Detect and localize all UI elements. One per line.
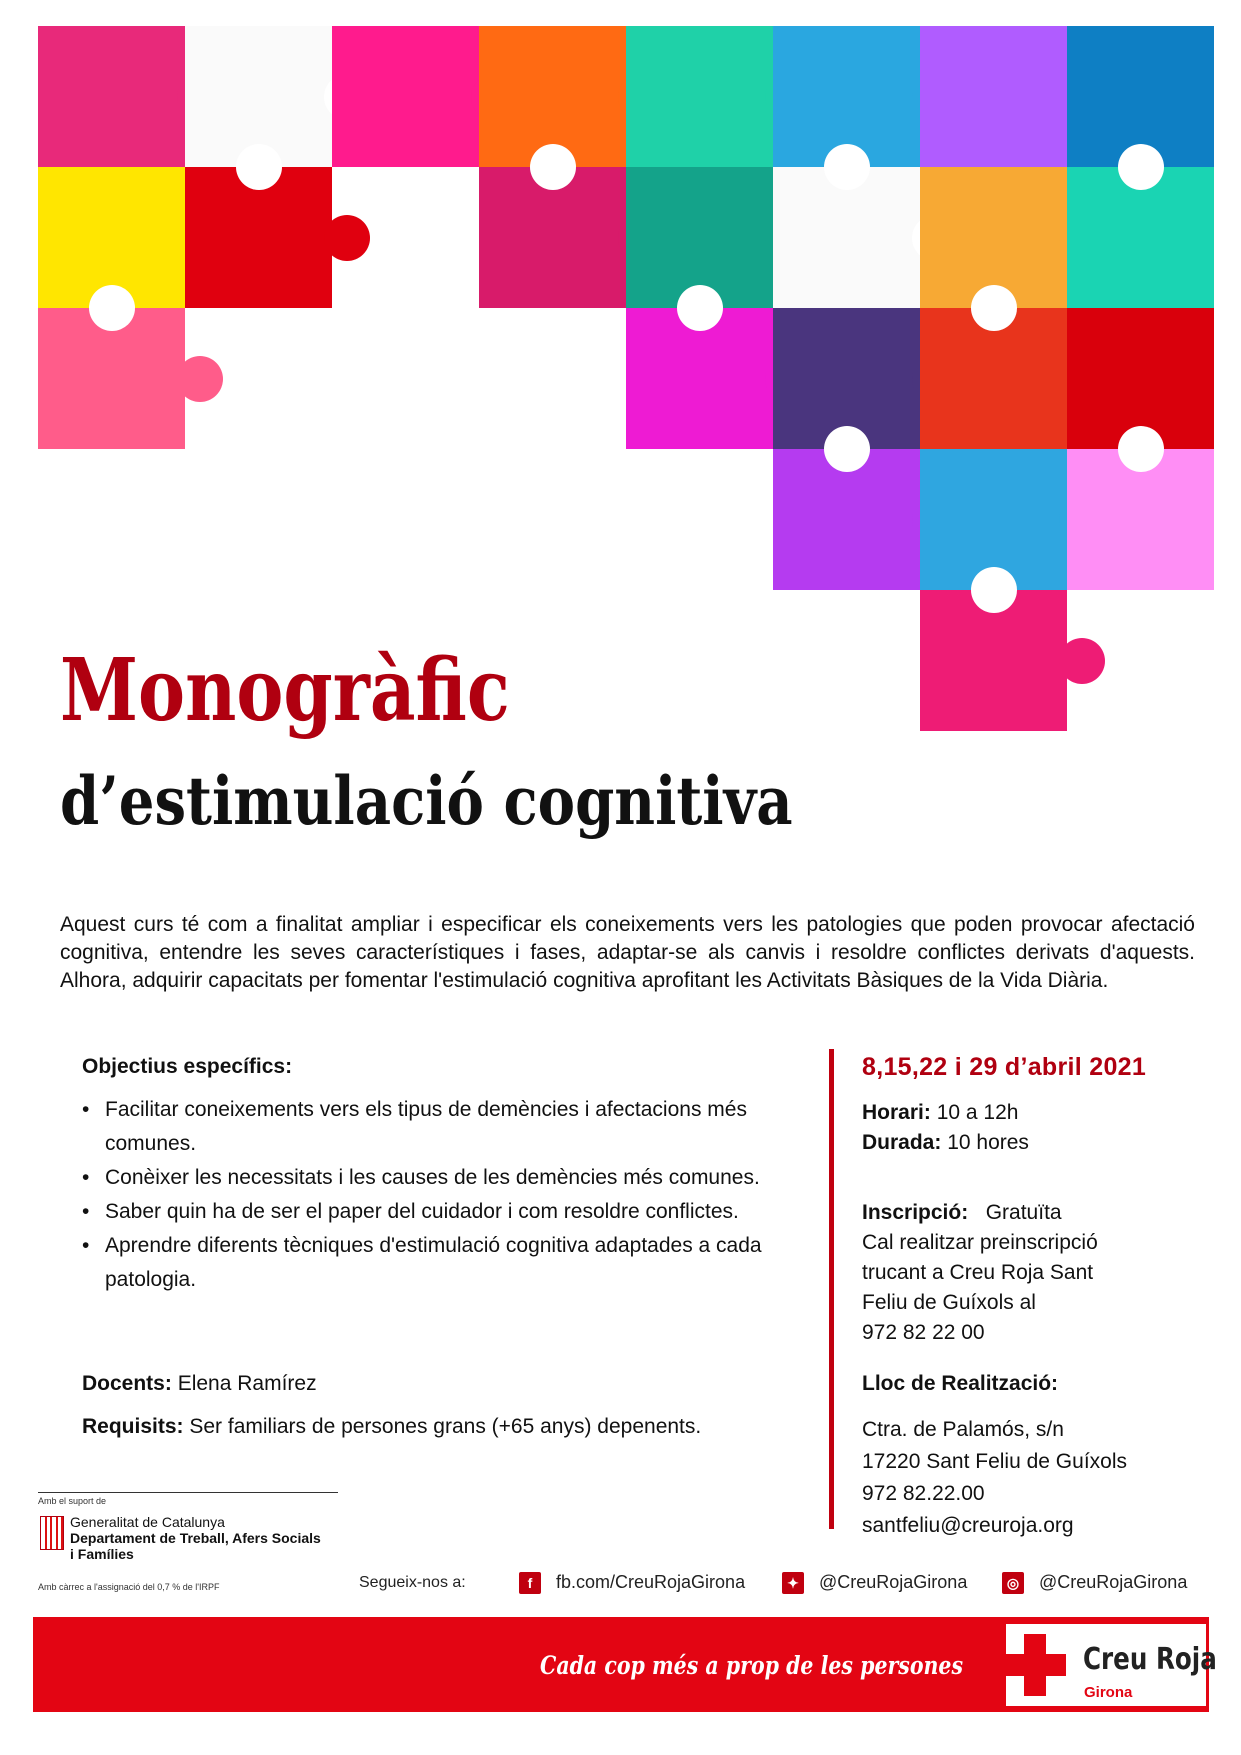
inscripcio-text: trucant a Creu Roja Sant [862, 1261, 1094, 1284]
sponsor-irpf-text: Amb càrrec a l'assignació del 0,7 % de l'IRPF [38, 1582, 220, 1592]
docents-value: Elena Ramírez [177, 1372, 317, 1395]
lloc-heading: Lloc de Realització: [862, 1372, 1059, 1395]
docents-line [82, 1372, 317, 1396]
puzzle-piece [38, 26, 185, 167]
divider-bar [829, 1049, 834, 1529]
puzzle-knob [1118, 426, 1164, 472]
list-item: • Aprendre diferents tècniques d'estimulació cognitiva adaptades a cada patologia. [82, 1229, 802, 1297]
puzzle-piece [920, 26, 1067, 167]
puzzle-banner-image [38, 26, 1209, 726]
requisits-line [82, 1415, 701, 1439]
inscripcio-phone: 972 82 22 00 [862, 1321, 985, 1344]
sponsor-gov: Generalitat de Catalunya [70, 1514, 225, 1530]
brand-city: Girona [1084, 1684, 1133, 1701]
puzzle-knob [1059, 638, 1105, 684]
red-cross-icon-bar [1004, 1654, 1066, 1676]
follow-label: Segueix-nos a: [359, 1574, 466, 1591]
puzzle-piece [332, 26, 479, 167]
inscripcio-text: Feliu de Guíxols al [862, 1291, 1036, 1314]
lloc-address: Ctra. de Palamós, s/n [862, 1418, 1064, 1441]
course-dates: 8,15,22 i 29 d’abril 2021 [862, 1053, 1147, 1081]
inscripcio-label: Inscripció: [862, 1201, 969, 1224]
horari-line [862, 1098, 1018, 1128]
list-item: • Conèixer les necessitats i les causes de les demències més comunes. [82, 1161, 802, 1195]
requisits-label: Requisits: [82, 1415, 184, 1438]
puzzle-knob [824, 144, 870, 190]
docents-label: Docents: [82, 1372, 172, 1395]
intro-paragraph: Aquest curs té com a finalitat ampliar i especificar els coneixements vers les patologies que poden provocar afectació cognitiva, entendre les seves característiques i fases, adaptar-se als canvis i resoldre conflictes derivats d'aquests. Alhora, adquirir capacitats per fomentar l'estimulació cognitiva aprofitant les Activitats Bàsiques de la Vida Diària. [60, 913, 1195, 992]
horari-value: 10 a 12h [936, 1101, 1019, 1124]
facebook-icon[interactable]: f [519, 1572, 541, 1594]
horari-label: Horari: [862, 1101, 931, 1124]
puzzle-knob [1118, 144, 1164, 190]
generalitat-logo-icon [40, 1516, 64, 1550]
lloc-details [862, 1414, 1127, 1542]
list-item: • Facilitar coneixements vers els tipus de demències i afectacions més comunes. [82, 1093, 802, 1161]
instagram-link[interactable]: @CreuRojaGirona [1039, 1572, 1188, 1592]
inscripcio-value: Gratuïta [985, 1201, 1062, 1224]
lloc-email[interactable]: santfeliu@creuroja.org [862, 1514, 1074, 1537]
twitter-link[interactable]: @CreuRojaGirona [819, 1572, 968, 1592]
sponsor-divider [38, 1492, 338, 1493]
puzzle-knob [824, 426, 870, 472]
puzzle-knob [89, 285, 135, 331]
inscripcio-text: Cal realitzar preinscripció [862, 1231, 1098, 1254]
puzzle-knob [324, 215, 370, 261]
puzzle-piece [626, 26, 773, 167]
twitter-icon[interactable]: ✦ [782, 1572, 804, 1594]
puzzle-knob [971, 567, 1017, 613]
puzzle-knob [236, 144, 282, 190]
brand-name: Creu Roja [1083, 1642, 1217, 1677]
sponsor-department: Departament de Treball, Afers Socials [70, 1530, 321, 1546]
sponsor-support-text: Amb el suport de [38, 1496, 107, 1506]
requisits-value: Ser familiars de persones grans (+65 anys) depenents. [189, 1415, 702, 1438]
list-item: • Saber quin ha de ser el paper del cuidador i com resoldre conflictes. [82, 1195, 802, 1229]
inscripcio-details [862, 1228, 1098, 1348]
sponsor-department-2: i Famílies [70, 1546, 134, 1562]
footer-tagline: Cada cop més a prop de les persones [540, 1651, 964, 1680]
page-subtitle: d’estimulació cognitiva [60, 762, 793, 840]
facebook-link[interactable]: fb.com/CreuRojaGirona [556, 1572, 746, 1592]
durada-line [862, 1128, 1029, 1158]
page-title: Monogràfic [60, 640, 510, 741]
puzzle-knob [177, 356, 223, 402]
sponsor-name [70, 1514, 321, 1562]
lloc-phone: 972 82.22.00 [862, 1482, 985, 1505]
puzzle-knob [971, 285, 1017, 331]
objectives-list [82, 1093, 802, 1297]
inscripcio-line [862, 1198, 1062, 1228]
durada-value: 10 hores [947, 1131, 1029, 1154]
lloc-postal: 17220 Sant Feliu de Guíxols [862, 1450, 1128, 1473]
instagram-icon[interactable]: ◎ [1002, 1572, 1024, 1594]
puzzle-knob [677, 285, 723, 331]
objectives-heading: Objectius específics: [82, 1055, 293, 1078]
durada-label: Durada: [862, 1131, 942, 1154]
puzzle-knob [530, 144, 576, 190]
